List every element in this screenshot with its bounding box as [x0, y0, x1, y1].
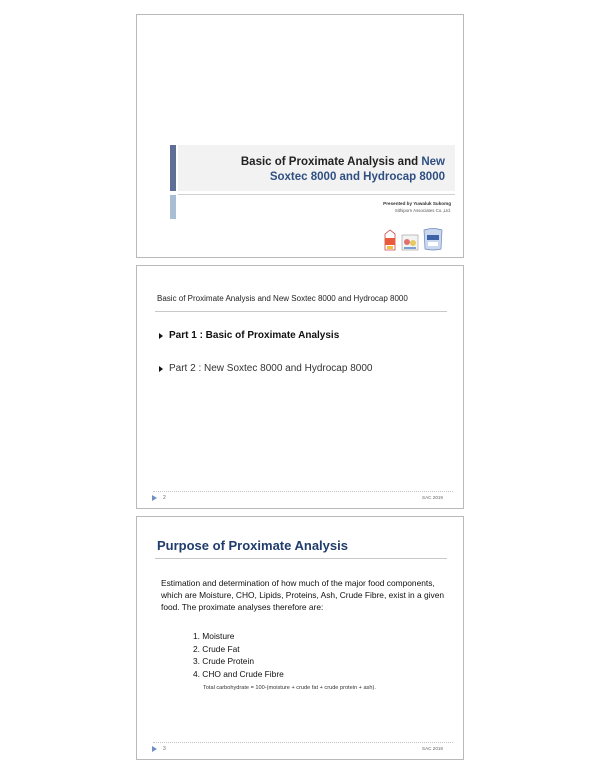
- divider: [178, 194, 455, 195]
- body-paragraph: Estimation and determination of how much of the major food components, which are Moisture, CHO, Lipids, Proteins, Ash, Crude Fibre, exist in a given food. The proximate analyses therefore are:: [161, 578, 445, 612]
- milk-carton-icon: [382, 229, 398, 251]
- company-name: Sithiporn Associates Co.,Ltd.: [394, 208, 451, 213]
- bullet-arrow-icon: [159, 333, 163, 339]
- footer-arrow-icon: [152, 746, 157, 752]
- food-box-icon: [401, 233, 419, 251]
- carbohydrate-formula: Total carbohydrate = 100-(moisture + crude fat + crude protein + ash).: [203, 685, 376, 691]
- snack-bag-icon: [422, 227, 444, 251]
- header-divider: [155, 311, 447, 312]
- subtitle-accent-bar: [170, 195, 176, 219]
- list-item: 3. Crude Protein: [193, 656, 254, 666]
- footer-divider: [153, 742, 453, 743]
- title-box: [178, 145, 455, 191]
- bullet-text: Part 2 : New Soxtec 8000 and Hydrocap 8000: [169, 363, 373, 374]
- presentation-title: [241, 155, 445, 185]
- bullet-text: Part 1 : Basic of Proximate Analysis: [169, 330, 340, 341]
- slide-1: [136, 14, 464, 258]
- list-item: 1. Moisture: [193, 631, 235, 641]
- slide-3: [136, 516, 464, 760]
- page-number: 3: [163, 746, 166, 752]
- footer-label: SAC 2019: [422, 495, 443, 500]
- title-accent-bar: [170, 145, 176, 191]
- footer-arrow-icon: [152, 495, 157, 501]
- page-number: 2: [163, 495, 166, 501]
- analysis-list: [193, 630, 284, 680]
- title-line-1-accent: New: [421, 156, 445, 168]
- slide-header: Basic of Proximate Analysis and New Soxtec 8000 and Hydrocap 8000: [157, 294, 408, 303]
- title-divider: [155, 558, 447, 559]
- bullet-part-1: [159, 330, 339, 341]
- slide-2: [136, 265, 464, 509]
- presenter-name: Presented by Yuwaluk Sukomg: [383, 201, 451, 206]
- footer-label: SAC 2019: [422, 746, 443, 751]
- title-line-2: Soxtec 8000 and Hydrocap 8000: [269, 171, 445, 183]
- slide-title: Purpose of Proximate Analysis: [157, 538, 348, 553]
- bullet-arrow-icon: [159, 366, 163, 372]
- bullet-part-2: [159, 363, 372, 374]
- title-line-1: Basic of Proximate Analysis and: [240, 156, 419, 168]
- list-item: 2. Crude Fat: [193, 643, 240, 654]
- list-item: 4. CHO and Crude Fibre: [193, 668, 284, 679]
- footer-divider: [153, 491, 453, 492]
